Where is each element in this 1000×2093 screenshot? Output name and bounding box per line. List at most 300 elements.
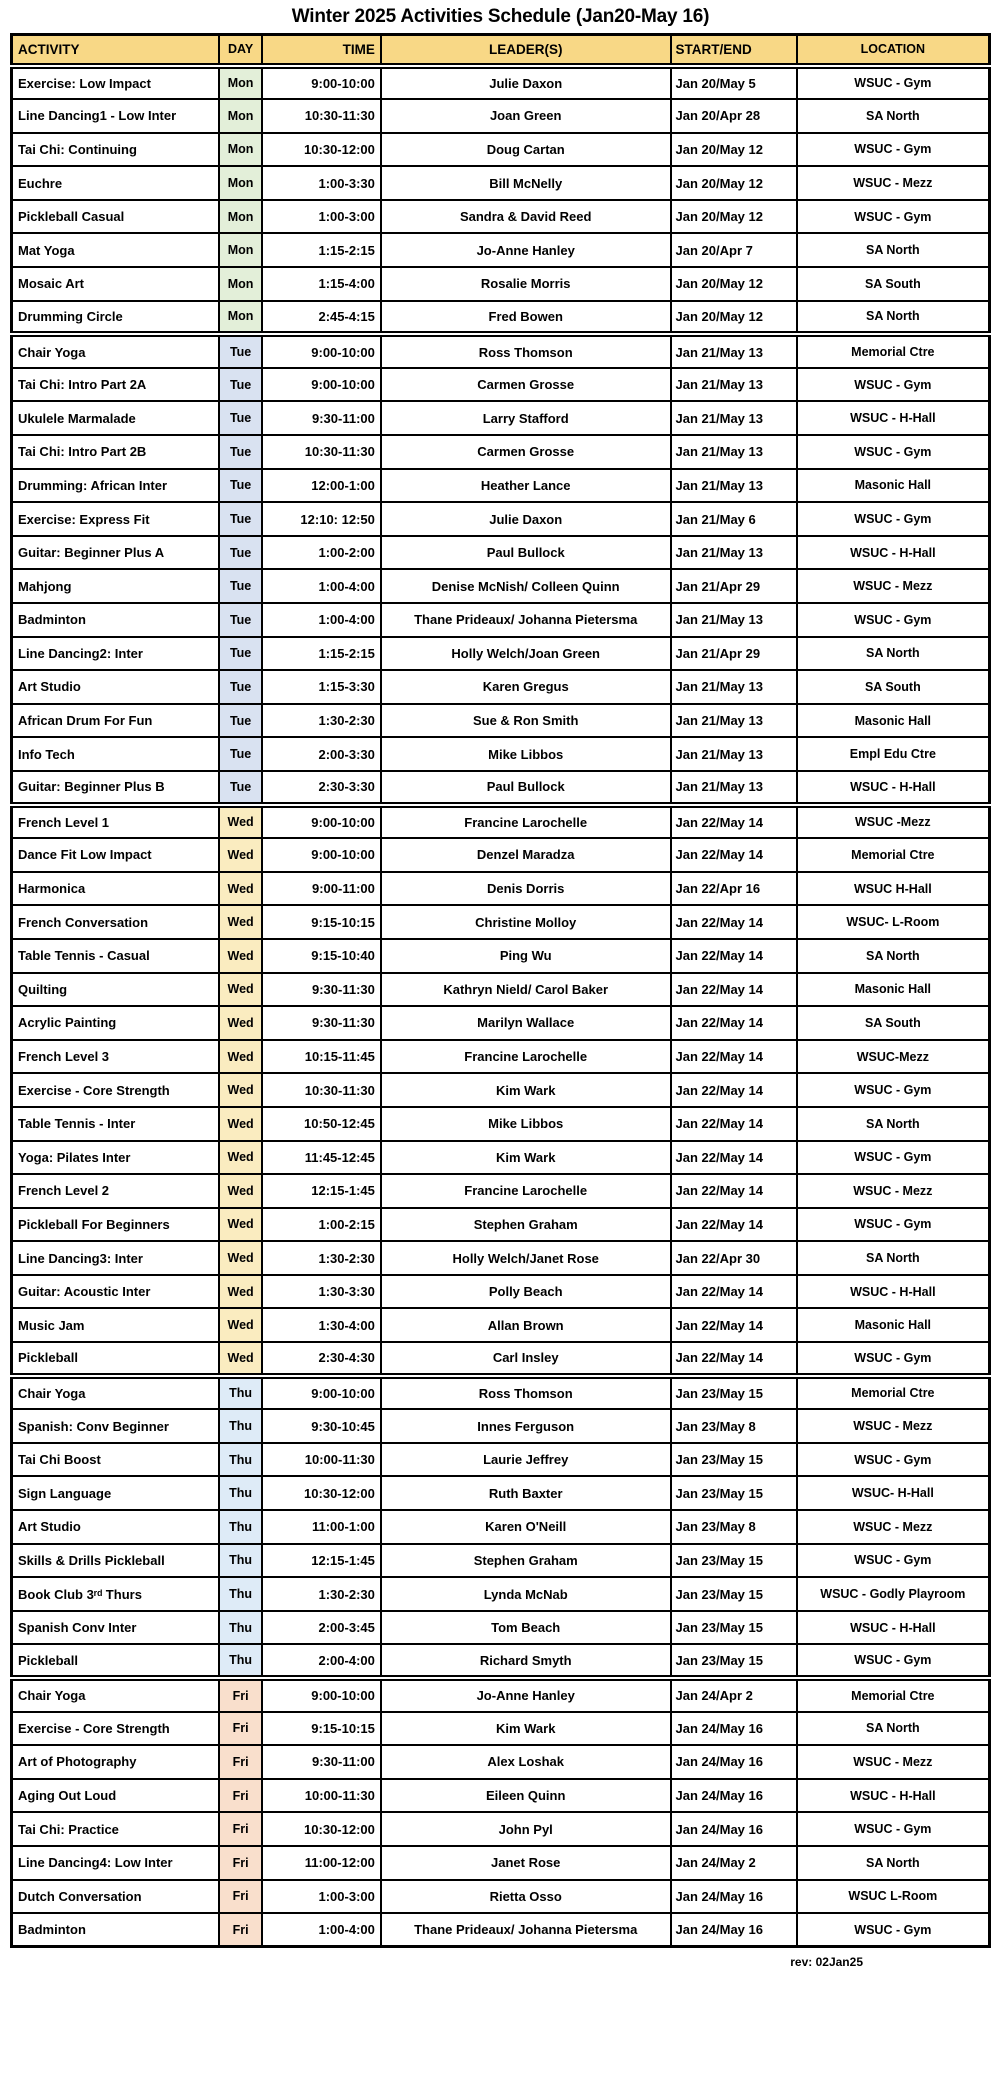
cell-dates: Jan 20/May 12 <box>671 133 797 167</box>
cell-location: WSUC H-Hall <box>797 872 990 906</box>
cell-time: 9:30-11:00 <box>262 401 381 435</box>
cell-day: Tue <box>219 637 261 671</box>
cell-location: WSUC - Mezz <box>797 1174 990 1208</box>
cell-dates: Jan 22/May 14 <box>671 973 797 1007</box>
cell-time: 10:50-12:45 <box>262 1107 381 1141</box>
cell-location: WSUC - Gym <box>797 1342 990 1376</box>
table-row <box>12 1443 990 1477</box>
cell-leaders: Tom Beach <box>381 1611 671 1645</box>
cell-day: Mon <box>219 66 261 100</box>
cell-dates: Jan 23/May 8 <box>671 1409 797 1443</box>
cell-time: 9:00-10:00 <box>262 1376 381 1410</box>
table-row <box>12 1779 990 1813</box>
cell-location: WSUC - H-Hall <box>797 1611 990 1645</box>
cell-leaders: Allan Brown <box>381 1308 671 1342</box>
cell-day: Wed <box>219 973 261 1007</box>
table-row <box>12 166 990 200</box>
cell-activity: Tai Chi: Practice <box>12 1812 220 1846</box>
cell-dates: Jan 21/May 13 <box>671 536 797 570</box>
cell-time: 10:30-11:30 <box>262 435 381 469</box>
cell-activity: French Level 2 <box>12 1174 220 1208</box>
header-location: LOCATION <box>797 35 990 66</box>
table-row <box>12 1073 990 1107</box>
header-start-end: START/END <box>671 35 797 66</box>
cell-activity: Dutch Conversation <box>12 1880 220 1914</box>
cell-dates: Jan 21/May 13 <box>671 469 797 503</box>
cell-activity: Harmonica <box>12 872 220 906</box>
cell-activity: Aging Out Loud <box>12 1779 220 1813</box>
cell-dates: Jan 20/May 12 <box>671 301 797 335</box>
table-row <box>12 1745 990 1779</box>
cell-dates: Jan 21/Apr 29 <box>671 637 797 671</box>
table-row <box>12 1275 990 1309</box>
cell-activity: Exercise - Core Strength <box>12 1712 220 1746</box>
cell-activity: Quilting <box>12 973 220 1007</box>
cell-leaders: Kim Wark <box>381 1141 671 1175</box>
cell-location: WSUC - H-Hall <box>797 1275 990 1309</box>
cell-leaders: Marilyn Wallace <box>381 1006 671 1040</box>
cell-leaders: Heather Lance <box>381 469 671 503</box>
cell-leaders: Janet Rose <box>381 1846 671 1880</box>
cell-dates: Jan 20/Apr 7 <box>671 233 797 267</box>
cell-leaders: Bill McNelly <box>381 166 671 200</box>
cell-day: Thu <box>219 1611 261 1645</box>
cell-dates: Jan 22/May 14 <box>671 1141 797 1175</box>
table-row <box>12 838 990 872</box>
cell-dates: Jan 20/May 12 <box>671 267 797 301</box>
cell-dates: Jan 21/May 13 <box>671 737 797 771</box>
cell-leaders: Laurie Jeffrey <box>381 1443 671 1477</box>
cell-time: 9:00-10:00 <box>262 1678 381 1712</box>
cell-dates: Jan 22/May 14 <box>671 1040 797 1074</box>
cell-day: Thu <box>219 1544 261 1578</box>
cell-day: Tue <box>219 368 261 402</box>
cell-location: WSUC L-Room <box>797 1880 990 1914</box>
cell-activity: Spanish: Conv Beginner <box>12 1409 220 1443</box>
header-time: TIME <box>262 35 381 66</box>
cell-day: Tue <box>219 670 261 704</box>
cell-dates: Jan 24/May 2 <box>671 1846 797 1880</box>
cell-time: 1:30-2:30 <box>262 704 381 738</box>
cell-time: 1:00-3:30 <box>262 166 381 200</box>
cell-leaders: Julie Daxon <box>381 502 671 536</box>
cell-activity: Pickleball For Beginners <box>12 1208 220 1242</box>
cell-leaders: Stephen Graham <box>381 1208 671 1242</box>
cell-time: 10:15-11:45 <box>262 1040 381 1074</box>
cell-time: 10:00-11:30 <box>262 1443 381 1477</box>
cell-time: 9:15-10:40 <box>262 939 381 973</box>
cell-time: 12:15-1:45 <box>262 1174 381 1208</box>
cell-time: 11:00-12:00 <box>262 1846 381 1880</box>
cell-dates: Jan 22/May 14 <box>671 1208 797 1242</box>
cell-dates: Jan 20/May 12 <box>671 200 797 234</box>
cell-activity: Exercise: Express Fit <box>12 502 220 536</box>
cell-day: Mon <box>219 233 261 267</box>
cell-day: Wed <box>219 1241 261 1275</box>
cell-activity: Line Dancing4: Low Inter <box>12 1846 220 1880</box>
cell-dates: Jan 23/May 15 <box>671 1577 797 1611</box>
cell-dates: Jan 21/May 13 <box>671 670 797 704</box>
cell-leaders: Karen Gregus <box>381 670 671 704</box>
cell-dates: Jan 22/May 14 <box>671 1073 797 1107</box>
cell-location: WSUC - Gym <box>797 368 990 402</box>
cell-dates: Jan 21/May 13 <box>671 603 797 637</box>
table-header <box>12 35 990 66</box>
cell-dates: Jan 23/May 15 <box>671 1476 797 1510</box>
table-row <box>12 603 990 637</box>
cell-dates: Jan 21/May 13 <box>671 771 797 805</box>
cell-day: Mon <box>219 166 261 200</box>
cell-time: 9:00-10:00 <box>262 368 381 402</box>
table-row <box>12 1208 990 1242</box>
cell-dates: Jan 22/May 14 <box>671 939 797 973</box>
cell-leaders: Joan Green <box>381 99 671 133</box>
cell-day: Wed <box>219 1342 261 1376</box>
cell-location: SA North <box>797 939 990 973</box>
cell-day: Tue <box>219 603 261 637</box>
cell-activity: Chair Yoga <box>12 1376 220 1410</box>
cell-activity: Art Studio <box>12 670 220 704</box>
cell-location: WSUC - H-Hall <box>797 1779 990 1813</box>
cell-leaders: Paul Bullock <box>381 771 671 805</box>
cell-activity: Chair Yoga <box>12 1678 220 1712</box>
cell-dates: Jan 22/May 14 <box>671 1342 797 1376</box>
cell-activity: Line Dancing2: Inter <box>12 637 220 671</box>
table-row <box>12 536 990 570</box>
table-row <box>12 1342 990 1376</box>
table-row <box>12 1712 990 1746</box>
cell-time: 9:30-10:45 <box>262 1409 381 1443</box>
table-row <box>12 1644 990 1678</box>
table-row <box>12 1611 990 1645</box>
cell-activity: Tai Chi: Intro Part 2A <box>12 368 220 402</box>
cell-dates: Jan 21/May 13 <box>671 368 797 402</box>
cell-day: Wed <box>219 1073 261 1107</box>
cell-location: WSUC - H-Hall <box>797 401 990 435</box>
cell-day: Wed <box>219 838 261 872</box>
cell-leaders: Doug Cartan <box>381 133 671 167</box>
cell-activity: Badminton <box>12 603 220 637</box>
cell-dates: Jan 21/Apr 29 <box>671 569 797 603</box>
cell-time: 9:15-10:15 <box>262 905 381 939</box>
cell-activity: Dance Fit Low Impact <box>12 838 220 872</box>
cell-dates: Jan 20/Apr 28 <box>671 99 797 133</box>
table-row <box>12 670 990 704</box>
cell-activity: Guitar: Beginner Plus A <box>12 536 220 570</box>
cell-activity: Spanish Conv Inter <box>12 1611 220 1645</box>
cell-leaders: Paul Bullock <box>381 536 671 570</box>
cell-day: Mon <box>219 99 261 133</box>
cell-dates: Jan 22/May 14 <box>671 805 797 839</box>
cell-activity: Line Dancing1 - Low Inter <box>12 99 220 133</box>
table-row <box>12 401 990 435</box>
cell-time: 1:15-2:15 <box>262 637 381 671</box>
cell-time: 2:30-4:30 <box>262 1342 381 1376</box>
cell-activity: French Level 1 <box>12 805 220 839</box>
cell-activity: Sign Language <box>12 1476 220 1510</box>
cell-dates: Jan 23/May 15 <box>671 1443 797 1477</box>
cell-dates: Jan 22/May 14 <box>671 1006 797 1040</box>
schedule-body <box>12 66 990 1947</box>
table-row <box>12 1510 990 1544</box>
cell-day: Fri <box>219 1745 261 1779</box>
cell-activity: Pickleball <box>12 1644 220 1678</box>
cell-time: 1:30-3:30 <box>262 1275 381 1309</box>
cell-activity: Mosaic Art <box>12 267 220 301</box>
table-row <box>12 1006 990 1040</box>
cell-leaders: Eileen Quinn <box>381 1779 671 1813</box>
cell-dates: Jan 22/May 14 <box>671 1107 797 1141</box>
table-row <box>12 66 990 100</box>
table-row <box>12 368 990 402</box>
cell-time: 9:00-10:00 <box>262 66 381 100</box>
revision-note: rev: 02Jan25 <box>790 1955 863 1970</box>
cell-dates: Jan 22/May 14 <box>671 905 797 939</box>
table-row <box>12 905 990 939</box>
table-row <box>12 1476 990 1510</box>
cell-location: WSUC - Gym <box>797 1141 990 1175</box>
cell-leaders: Thane Prideaux/ Johanna Pietersma <box>381 603 671 637</box>
cell-leaders: Ross Thomson <box>381 334 671 368</box>
cell-location: WSUC- L-Room <box>797 905 990 939</box>
table-row <box>12 1241 990 1275</box>
table-row <box>12 233 990 267</box>
cell-activity: Acrylic Painting <box>12 1006 220 1040</box>
cell-time: 1:00-2:15 <box>262 1208 381 1242</box>
table-row <box>12 973 990 1007</box>
cell-activity: French Conversation <box>12 905 220 939</box>
cell-location: WSUC - Gym <box>797 1913 990 1947</box>
cell-day: Fri <box>219 1913 261 1947</box>
cell-leaders: Lynda McNab <box>381 1577 671 1611</box>
cell-time: 12:00-1:00 <box>262 469 381 503</box>
table-row <box>12 267 990 301</box>
cell-day: Fri <box>219 1880 261 1914</box>
cell-activity: Tai Chi: Continuing <box>12 133 220 167</box>
cell-dates: Jan 21/May 13 <box>671 401 797 435</box>
cell-time: 2:45-4:15 <box>262 301 381 335</box>
cell-activity: Drumming: African Inter <box>12 469 220 503</box>
cell-location: Memorial Ctre <box>797 334 990 368</box>
table-row <box>12 939 990 973</box>
cell-activity: Book Club 3ʳᵈ Thurs <box>12 1577 220 1611</box>
cell-time: 1:00-4:00 <box>262 603 381 637</box>
cell-location: WSUC - Mezz <box>797 1409 990 1443</box>
cell-leaders: Rietta Osso <box>381 1880 671 1914</box>
cell-dates: Jan 21/May 13 <box>671 435 797 469</box>
header-leaders: LEADER(S) <box>381 35 671 66</box>
cell-leaders: Jo-Anne Hanley <box>381 1678 671 1712</box>
cell-leaders: Ping Wu <box>381 939 671 973</box>
cell-time: 9:30-11:30 <box>262 973 381 1007</box>
cell-location: WSUC - Gym <box>797 1208 990 1242</box>
cell-activity: Yoga: Pilates Inter <box>12 1141 220 1175</box>
cell-time: 9:30-11:30 <box>262 1006 381 1040</box>
cell-time: 1:00-3:00 <box>262 1880 381 1914</box>
cell-location: WSUC - Gym <box>797 1443 990 1477</box>
table-row <box>12 1040 990 1074</box>
table-row <box>12 1913 990 1947</box>
cell-time: 2:00-3:30 <box>262 737 381 771</box>
cell-leaders: Fred Bowen <box>381 301 671 335</box>
cell-day: Thu <box>219 1409 261 1443</box>
cell-location: SA South <box>797 267 990 301</box>
cell-dates: Jan 21/May 13 <box>671 704 797 738</box>
cell-leaders: Denis Dorris <box>381 872 671 906</box>
cell-day: Wed <box>219 1107 261 1141</box>
cell-activity: Info Tech <box>12 737 220 771</box>
cell-time: 9:30-11:00 <box>262 1745 381 1779</box>
page-title: Winter 2025 Activities Schedule (Jan20-May 16) <box>291 6 710 27</box>
cell-activity: Chair Yoga <box>12 334 220 368</box>
cell-time: 9:00-10:00 <box>262 838 381 872</box>
cell-leaders: Mike Libbos <box>381 1107 671 1141</box>
cell-time: 1:30-2:30 <box>262 1577 381 1611</box>
cell-leaders: Richard Smyth <box>381 1644 671 1678</box>
cell-time: 1:15-2:15 <box>262 233 381 267</box>
table-row <box>12 704 990 738</box>
cell-day: Tue <box>219 704 261 738</box>
cell-activity: Table Tennis - Casual <box>12 939 220 973</box>
table-row <box>12 637 990 671</box>
cell-leaders: Kim Wark <box>381 1712 671 1746</box>
cell-activity: Mahjong <box>12 569 220 603</box>
cell-activity: African Drum For Fun <box>12 704 220 738</box>
cell-time: 12:15-1:45 <box>262 1544 381 1578</box>
cell-leaders: Sandra & David Reed <box>381 200 671 234</box>
cell-day: Wed <box>219 1141 261 1175</box>
cell-dates: Jan 24/May 16 <box>671 1712 797 1746</box>
cell-leaders: Stephen Graham <box>381 1544 671 1578</box>
cell-day: Thu <box>219 1376 261 1410</box>
cell-day: Fri <box>219 1678 261 1712</box>
table-row <box>12 1880 990 1914</box>
cell-location: Masonic Hall <box>797 704 990 738</box>
cell-dates: Jan 23/May 15 <box>671 1544 797 1578</box>
cell-time: 9:15-10:15 <box>262 1712 381 1746</box>
table-row <box>12 1409 990 1443</box>
cell-location: WSUC - Mezz <box>797 1510 990 1544</box>
cell-day: Tue <box>219 334 261 368</box>
cell-leaders: Ross Thomson <box>381 1376 671 1410</box>
table-row <box>12 133 990 167</box>
cell-time: 1:30-2:30 <box>262 1241 381 1275</box>
cell-dates: Jan 23/May 15 <box>671 1611 797 1645</box>
cell-location: Masonic Hall <box>797 973 990 1007</box>
cell-dates: Jan 23/May 8 <box>671 1510 797 1544</box>
cell-time: 1:00-4:00 <box>262 569 381 603</box>
cell-leaders: Sue & Ron Smith <box>381 704 671 738</box>
cell-activity: Skills & Drills Pickleball <box>12 1544 220 1578</box>
cell-location: SA North <box>797 301 990 335</box>
table-row <box>12 569 990 603</box>
cell-location: SA North <box>797 637 990 671</box>
cell-activity: Euchre <box>12 166 220 200</box>
table-row <box>12 1544 990 1578</box>
cell-dates: Jan 22/May 14 <box>671 1174 797 1208</box>
cell-leaders: Jo-Anne Hanley <box>381 233 671 267</box>
table-row <box>12 737 990 771</box>
cell-dates: Jan 22/Apr 16 <box>671 872 797 906</box>
table-row <box>12 1812 990 1846</box>
cell-dates: Jan 22/May 14 <box>671 838 797 872</box>
cell-leaders: John Pyl <box>381 1812 671 1846</box>
cell-day: Wed <box>219 1275 261 1309</box>
cell-dates: Jan 24/May 16 <box>671 1812 797 1846</box>
cell-dates: Jan 24/May 16 <box>671 1913 797 1947</box>
cell-leaders: Holly Welch/Janet Rose <box>381 1241 671 1275</box>
cell-day: Mon <box>219 200 261 234</box>
cell-time: 10:30-12:00 <box>262 133 381 167</box>
cell-dates: Jan 20/May 12 <box>671 166 797 200</box>
cell-day: Thu <box>219 1577 261 1611</box>
cell-day: Tue <box>219 469 261 503</box>
cell-day: Tue <box>219 569 261 603</box>
cell-location: WSUC - Gym <box>797 1644 990 1678</box>
cell-day: Tue <box>219 401 261 435</box>
cell-location: WSUC - Gym <box>797 603 990 637</box>
cell-day: Mon <box>219 301 261 335</box>
table-row <box>12 1107 990 1141</box>
cell-location: Masonic Hall <box>797 469 990 503</box>
cell-activity: Art of Photography <box>12 1745 220 1779</box>
cell-dates: Jan 24/May 16 <box>671 1745 797 1779</box>
cell-location: WSUC - H-Hall <box>797 771 990 805</box>
cell-time: 11:00-1:00 <box>262 1510 381 1544</box>
cell-location: SA North <box>797 1107 990 1141</box>
cell-dates: Jan 24/May 16 <box>671 1779 797 1813</box>
cell-day: Tue <box>219 771 261 805</box>
cell-time: 1:00-4:00 <box>262 1913 381 1947</box>
cell-location: WSUC-Mezz <box>797 1040 990 1074</box>
cell-time: 1:00-2:00 <box>262 536 381 570</box>
cell-dates: Jan 24/May 16 <box>671 1880 797 1914</box>
cell-dates: Jan 22/May 14 <box>671 1308 797 1342</box>
header-activity: ACTIVITY <box>12 35 220 66</box>
cell-leaders: Mike Libbos <box>381 737 671 771</box>
table-row <box>12 1577 990 1611</box>
cell-dates: Jan 21/May 6 <box>671 502 797 536</box>
cell-location: WSUC - Gym <box>797 1073 990 1107</box>
table-row <box>12 200 990 234</box>
cell-activity: Badminton <box>12 1913 220 1947</box>
cell-day: Wed <box>219 1006 261 1040</box>
table-row <box>12 301 990 335</box>
cell-location: Memorial Ctre <box>797 1678 990 1712</box>
cell-leaders: Karen O'Neill <box>381 1510 671 1544</box>
cell-time: 2:00-4:00 <box>262 1644 381 1678</box>
cell-location: SA North <box>797 1846 990 1880</box>
table-row <box>12 1376 990 1410</box>
table-row <box>12 99 990 133</box>
table-row <box>12 1141 990 1175</box>
cell-time: 9:00-10:00 <box>262 805 381 839</box>
cell-day: Thu <box>219 1644 261 1678</box>
cell-time: 10:30-11:30 <box>262 1073 381 1107</box>
cell-activity: Music Jam <box>12 1308 220 1342</box>
table-row <box>12 771 990 805</box>
cell-location: WSUC - Gym <box>797 66 990 100</box>
cell-day: Fri <box>219 1812 261 1846</box>
table-row <box>12 1308 990 1342</box>
cell-day: Wed <box>219 805 261 839</box>
cell-location: SA North <box>797 233 990 267</box>
cell-location: WSUC - Gym <box>797 200 990 234</box>
cell-activity: Exercise - Core Strength <box>12 1073 220 1107</box>
cell-day: Wed <box>219 1308 261 1342</box>
cell-activity: Tai Chi Boost <box>12 1443 220 1477</box>
cell-day: Wed <box>219 1174 261 1208</box>
